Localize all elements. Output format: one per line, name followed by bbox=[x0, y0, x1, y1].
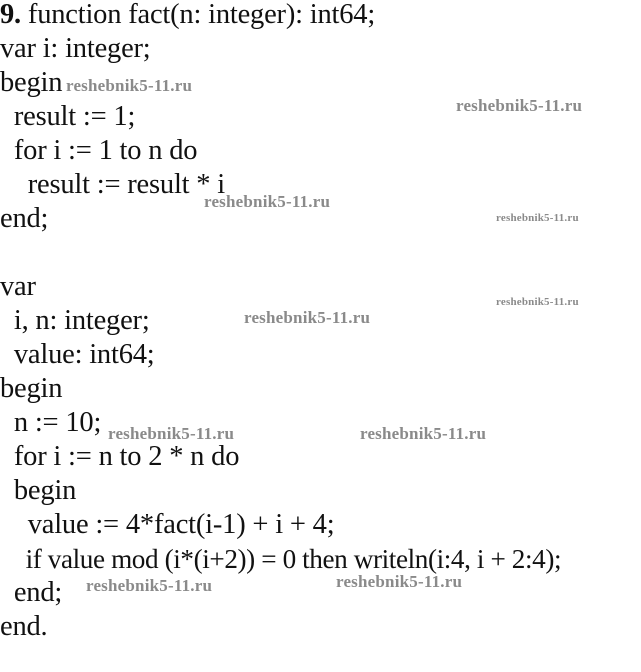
code-line-15: begin bbox=[0, 475, 77, 506]
code-line-14: for i := n to 2 * n do bbox=[0, 441, 240, 472]
watermark: reshebnik5-11.ru bbox=[244, 308, 371, 327]
watermark: reshebnik5-11.ru bbox=[360, 424, 487, 443]
code-line-9: var bbox=[0, 271, 36, 302]
watermark: reshebnik5-11.ru bbox=[336, 572, 463, 591]
code-line-6: result := result * i bbox=[0, 169, 225, 200]
watermark: reshebnik5-11.ru bbox=[108, 424, 235, 443]
code-line-17: if value mod (i*(i+2)) = 0 then writeln(i:4, i + 2:4); bbox=[0, 544, 562, 574]
code-line-4: result := 1; bbox=[0, 101, 136, 132]
code-line-3: begin bbox=[0, 67, 63, 98]
code-line-11: value: int64; bbox=[0, 339, 155, 370]
code-line-19: end. bbox=[0, 611, 48, 642]
function-signature: function fact(n: integer): int64; bbox=[20, 0, 376, 30]
watermark: reshebnik5-11.ru bbox=[496, 296, 579, 308]
code-line-2: var i: integer; bbox=[0, 33, 151, 64]
watermark: reshebnik5-11.ru bbox=[204, 192, 331, 211]
task-number: 9. bbox=[0, 0, 21, 30]
code-line-18: end; bbox=[0, 577, 63, 608]
watermark: reshebnik5-11.ru bbox=[66, 76, 193, 95]
code-line-1 bbox=[0, 0, 375, 32]
code-line-13: n := 10; bbox=[0, 407, 102, 438]
code-line-10: i, n: integer; bbox=[0, 305, 150, 336]
code-line-12: begin bbox=[0, 373, 63, 404]
code-line-7: end; bbox=[0, 203, 49, 234]
code-line-5: for i := 1 to n do bbox=[0, 135, 198, 166]
watermark: reshebnik5-11.ru bbox=[86, 576, 213, 595]
watermark: reshebnik5-11.ru bbox=[496, 212, 579, 224]
code-line-16: value := 4*fact(i-1) + i + 4; bbox=[0, 509, 335, 540]
watermark: reshebnik5-11.ru bbox=[456, 96, 583, 115]
